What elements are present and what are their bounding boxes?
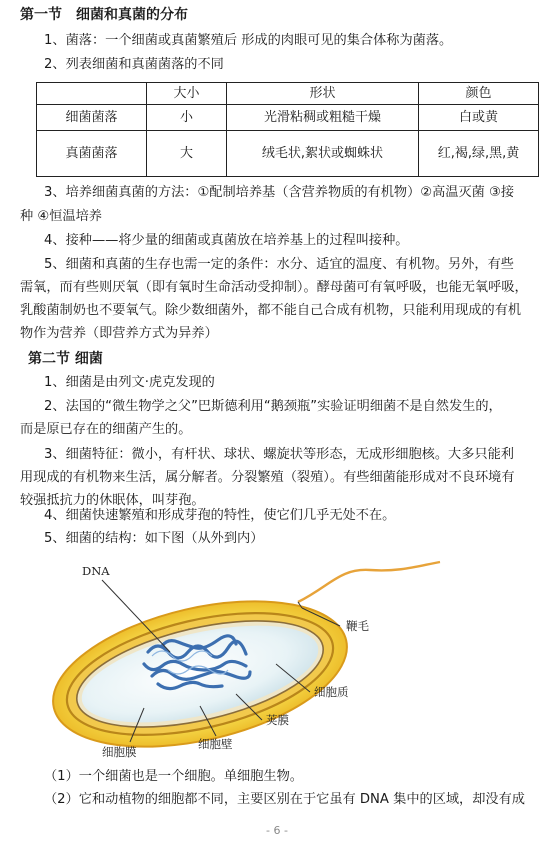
table-cell: 绒毛状,絮状或蜘蛛状 — [227, 131, 419, 177]
paragraph: 较强抵抗力的休眠体，叫芽孢。 — [20, 493, 205, 508]
paragraph: 1、菌落：一个细菌或真菌繁殖后 形成的肉眼可见的集合体称为菌落。 — [44, 33, 453, 48]
table-header-cell — [37, 83, 147, 105]
cell-membrane-label: 细胞膜 — [102, 745, 137, 759]
paragraph: 1、细菌是由列文·虎克发现的 — [44, 375, 215, 390]
paragraph: 需氧，而有些则厌氧（即有氧时生命活动受抑制）。酵母菌可有氧呼吸，也能无氧呼吸， — [20, 280, 528, 295]
table-cell: 大 — [147, 131, 227, 177]
cytoplasm-label: 细胞质 — [314, 685, 349, 699]
paragraph: 乳酸菌制奶也不要氧气。除少数细菌外，都不能自己合成有机物，只能利用现成的有机 — [20, 303, 522, 318]
table-cell: 小 — [147, 105, 227, 131]
paragraph: 5、细菌和真菌的生存也需一定的条件：水分、适宜的温度、有机物。另外，有些 — [44, 257, 514, 272]
bacterium-illustration — [40, 556, 520, 766]
table-header-row — [37, 83, 539, 105]
table-row — [37, 131, 539, 177]
colony-comparison-table — [36, 82, 539, 177]
table-cell: 红,褐,绿,黑,黄 — [419, 131, 539, 177]
paragraph: 物作为营养（即营养方式为异养） — [20, 326, 218, 341]
cell-wall-label: 细胞壁 — [198, 737, 233, 751]
section-2-title: 第二节 细菌 — [28, 351, 103, 367]
flagellum-shape — [298, 562, 440, 602]
paragraph: 4、细菌快速繁殖和形成芽孢的特性，使它们几乎无处不在。 — [44, 508, 396, 523]
table-row — [37, 105, 539, 131]
paragraph: 3、培养细菌真菌的方法：①配制培养基（含营养物质的有机物）②高温灭菌 ③接 — [44, 185, 515, 200]
paragraph: 2、法国的“微生物学之父”巴斯德利用“鹅颈瓶”实验证明细菌不是自然发生的， — [44, 399, 502, 414]
paragraph: （1）一个细菌也是一个细胞。单细胞生物。 — [44, 769, 303, 784]
dna-label: DNA — [82, 564, 110, 578]
bacterium-structure-figure — [40, 556, 520, 766]
table-header-cell: 形状 — [227, 83, 419, 105]
table-header-cell: 大小 — [147, 83, 227, 105]
table-cell: 光滑粘稠或粗糙干燥 — [227, 105, 419, 131]
paragraph: 4、接种——将少量的细菌或真菌放在培养基上的过程叫接种。 — [44, 233, 409, 248]
page-number: - 6 - — [266, 824, 288, 837]
paragraph: 而是原已存在的细菌产生的。 — [20, 422, 192, 437]
paragraph: 用现成的有机物来生活，属分解者。分裂繁殖（裂殖）。有些细菌能形成对不良环境有 — [20, 470, 515, 485]
table-cell: 细菌菌落 — [37, 105, 147, 131]
table-cell: 真菌菌落 — [37, 131, 147, 177]
paragraph: 2、列表细菌和真菌菌落的不同 — [44, 57, 224, 72]
paragraph: 5、细菌的结构：如下图（从外到内） — [44, 531, 264, 546]
paragraph: 3、细菌特征：微小，有杆状、球状、螺旋状等形态，无成形细胞核。大多只能利 — [44, 447, 514, 462]
table-header-cell: 颜色 — [419, 83, 539, 105]
table-cell: 白或黄 — [419, 105, 539, 131]
flagellum-label: 鞭毛 — [346, 619, 369, 633]
paragraph: （2）它和动植物的细胞都不同，主要区别在于它虽有 DNA 集中的区域，却没有成 — [44, 792, 525, 807]
capsule-label: 荚膜 — [266, 713, 289, 727]
section-1-title: 第一节 细菌和真菌的分布 — [20, 7, 188, 23]
paragraph: 种 ④恒温培养 — [20, 209, 102, 224]
